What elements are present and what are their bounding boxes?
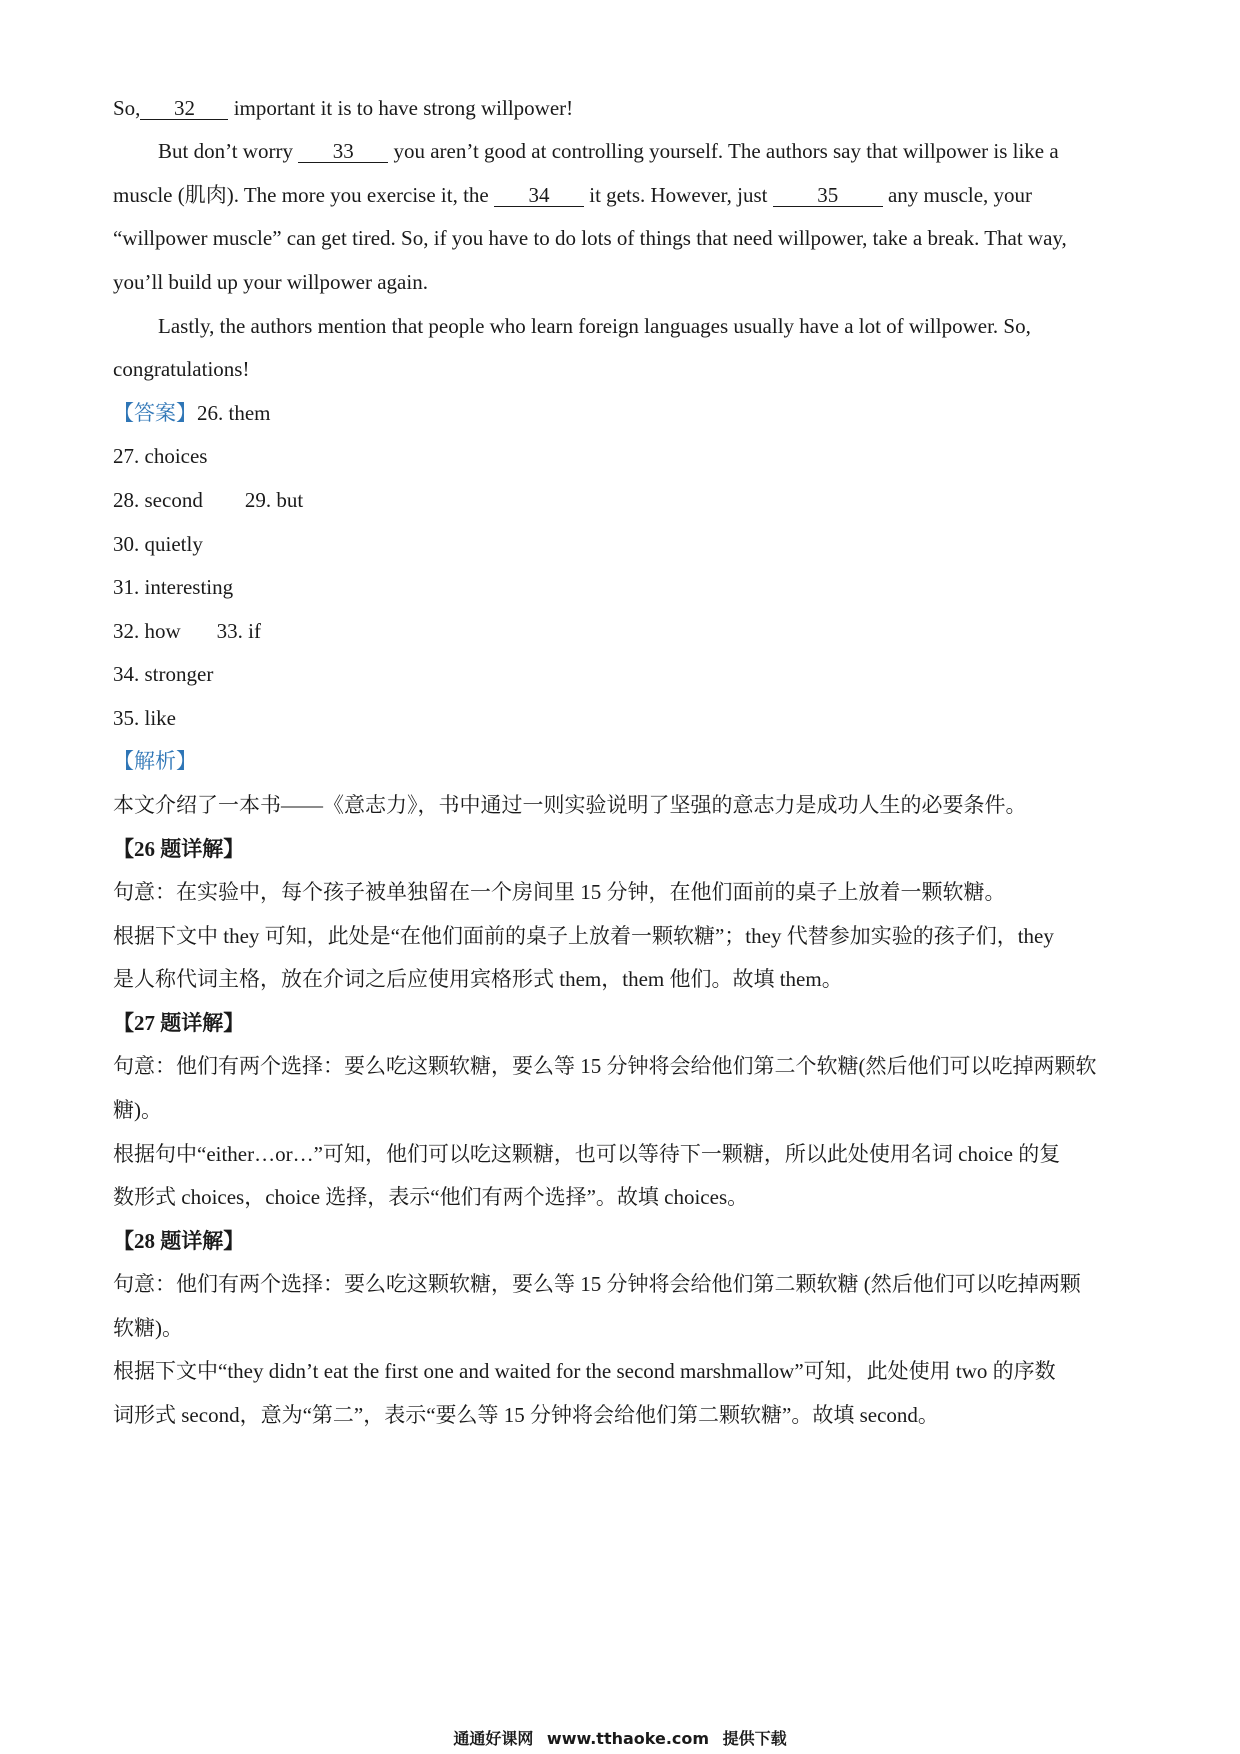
q26-heading: 【26 题详解】 xyxy=(113,837,245,861)
passage-text: you aren’t good at controlling yourself. The authors say that willpower is like a xyxy=(393,139,1059,163)
q26-line-2: 根据下文中 they 可知，此处是“在他们面前的桌子上放着一颗软糖”；they 代替参加实验的孩子们，they xyxy=(113,924,1054,948)
passage-text: muscle (肌肉). The more you exercise it, the xyxy=(113,183,489,207)
passage-line-4: “willpower muscle” can get tired. So, if you have to do lots of things that need willpower, take a break. That way, xyxy=(113,226,1067,250)
footer-site-name: 通通好课网 xyxy=(453,1729,534,1748)
answer-28: 28. second xyxy=(113,488,203,512)
passage-line-5: you’ll build up your willpower again. xyxy=(113,270,428,294)
answer-29: 29. but xyxy=(244,488,304,512)
answer-27: 27. choices xyxy=(113,444,208,468)
answer-31: 31. interesting xyxy=(113,575,234,599)
q28-line-1: 句意：他们有两个选择：要么吃这颗软糖，要么等 15 分钟将会给他们第二颗软糖 (然后他们可以吃掉两颗 xyxy=(113,1272,1081,1296)
answer-26: 26. them xyxy=(197,401,271,425)
passage-line-6: Lastly, the authors mention that people who learn foreign languages usually have a lot of willpower. So, xyxy=(158,314,1031,338)
blank-33: 33 xyxy=(298,140,388,163)
q28-line-3: 根据下文中“they didn’t eat the first one and waited for the second marshmallow”可知，此处使用 two 的序数 xyxy=(113,1359,1056,1383)
answer-line-32 xyxy=(113,616,1140,646)
passage-line-7: congratulations! xyxy=(113,357,250,381)
answer-35: 35. like xyxy=(113,706,176,730)
q28-heading: 【28 题详解】 xyxy=(113,1229,245,1253)
blank-35: 35 xyxy=(773,184,883,207)
answer-34: 34. stronger xyxy=(113,662,214,686)
q27-line-1: 句意：他们有两个选择：要么吃这颗软糖，要么等 15 分钟将会给他们第二个软糖(然后他们可以吃掉两颗软 xyxy=(113,1054,1097,1078)
footer-url[interactable]: www.tthaoke.com xyxy=(546,1729,710,1748)
q27-line-3: 根据句中“either…or…”可知，他们可以吃这颗糖，也可以等待下一颗糖，所以此处使用名词 choice 的复 xyxy=(113,1142,1061,1166)
footer-action: 提供下载 xyxy=(722,1729,787,1748)
passage-line-1 xyxy=(113,93,1140,123)
passage-text: important it is to have strong willpower! xyxy=(233,96,574,120)
q28-line-2: 软糖)。 xyxy=(113,1316,183,1340)
q27-heading: 【27 题详解】 xyxy=(113,1011,245,1035)
answer-33: 33. if xyxy=(216,619,261,643)
passage-line-2 xyxy=(158,136,1140,166)
q27-line-4: 数形式 choices，choice 选择，表示“他们有两个选择”。故填 choices。 xyxy=(113,1185,749,1209)
answer-32: 32. how xyxy=(113,619,181,643)
page-footer xyxy=(0,1728,1240,1750)
analysis-label: 【解析】 xyxy=(113,749,197,773)
passage-text: it gets. However, just xyxy=(589,183,768,207)
answer-line-28 xyxy=(113,485,1140,515)
q27-line-2: 糖)。 xyxy=(113,1098,162,1122)
blank-32: 32 xyxy=(140,97,228,120)
answer-30: 30. quietly xyxy=(113,532,203,556)
answer-label: 【答案】 xyxy=(113,401,197,425)
passage-line-3 xyxy=(113,180,1140,210)
analysis-summary: 本文介绍了一本书——《意志力》，书中通过一则实验说明了坚强的意志力是成功人生的必要条件。 xyxy=(113,793,1027,817)
q26-line-3: 是人称代词主格，放在介词之后应使用宾格形式 them，them 他们。故填 them。 xyxy=(113,967,843,991)
passage-text: But don’t worry xyxy=(158,139,293,163)
q28-line-4: 词形式 second，意为“第二”，表示“要么等 15 分钟将会给他们第二颗软糖”。故填 second。 xyxy=(113,1403,939,1427)
blank-34: 34 xyxy=(494,184,584,207)
passage-text: So, xyxy=(113,96,141,120)
passage-text: any muscle, your xyxy=(887,183,1033,207)
answer-line-26 xyxy=(113,398,1140,428)
q26-line-1: 句意：在实验中，每个孩子被单独留在一个房间里 15 分钟，在他们面前的桌子上放着一颗软糖。 xyxy=(113,880,1006,904)
